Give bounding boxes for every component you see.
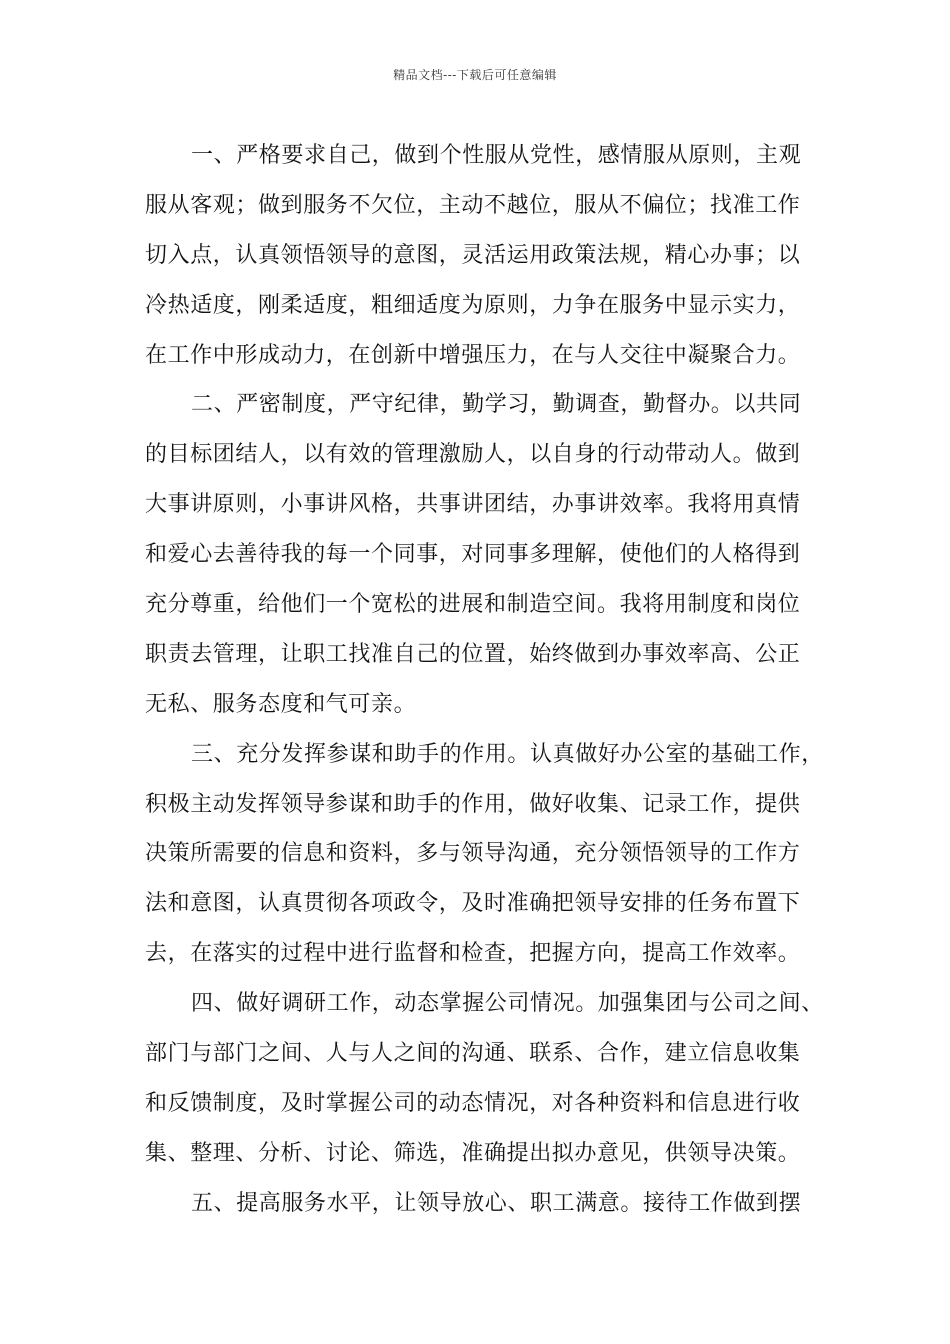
text-line: 的目标团结人，以有效的管理激励人，以自身的行动带动人。做到 [145,442,801,468]
text-line: 在工作中形成动力，在创新中增强压力，在与人交往中凝聚合力。 [145,342,801,368]
page-header: 精品文档---下载后可任意编辑 [393,68,557,82]
text-line: 决策所需要的信息和资料，多与领导沟通，充分领悟领导的工作方 [145,841,801,867]
paragraph-5 [145,1179,807,1229]
text-line: 冷热适度，刚柔适度，粗细适度为原则，力争在服务中显示实力， [145,292,801,318]
paragraph-1 [145,131,807,380]
text-line: 四、做好调研工作，动态掌握公司情况。加强集团与公司之间、 [191,991,824,1017]
text-line: 无私、服务态度和气可亲。 [145,691,417,717]
text-line: 法和意图，认真贯彻各项政令，及时准确把领导安排的任务布置下 [145,891,801,917]
text-line: 大事讲原则，小事讲风格，共事讲团结，办事讲效率。我将用真情 [145,492,801,518]
paragraph-4 [145,979,824,1179]
text-line: 三、充分发挥参谋和助手的作用。认真做好办公室的基础工作， [191,741,824,767]
text-line: 集、整理、分析、讨论、筛选，准确提出拟办意见，供领导决策。 [145,1140,801,1166]
paragraph-3 [145,730,824,979]
text-line: 充分尊重，给他们一个宽松的进展和制造空间。我将用制度和岗位 [145,592,801,618]
text-line: 五、提高服务水平，让领导放心、职工满意。接待工作做到摆 [191,1190,802,1216]
paragraph-2 [145,380,807,729]
text-line: 和反馈制度，及时掌握公司的动态情况，对各种资料和信息进行收 [145,1090,801,1116]
text-line: 部门与部门之间、人与人之间的沟通、联系、合作，建立信息收集 [145,1041,801,1067]
text-line: 积极主动发挥领导参谋和助手的作用，做好收集、记录工作，提供 [145,791,801,817]
text-line: 职责去管理，让职工找准自己的位置，始终做到办事效率高、公正 [145,641,801,667]
document-body [145,131,824,1229]
text-line: 一、严格要求自己，做到个性服从党性，感情服从原则，主观 [191,143,802,168]
text-line: 去，在落实的过程中进行监督和检查，把握方向，提高工作效率。 [145,941,801,967]
text-line: 切入点，认真领悟领导的意图，灵活运用政策法规，精心办事；以 [145,242,801,268]
text-line: 和爱心去善待我的每一个同事，对同事多理解，使他们的人格得到 [145,542,801,568]
text-line: 二、严密制度，严守纪律，勤学习，勤调查，勤督办。以共同 [191,392,802,418]
text-line: 服从客观；做到服务不欠位，主动不越位，服从不偏位；找准工作 [145,192,801,218]
